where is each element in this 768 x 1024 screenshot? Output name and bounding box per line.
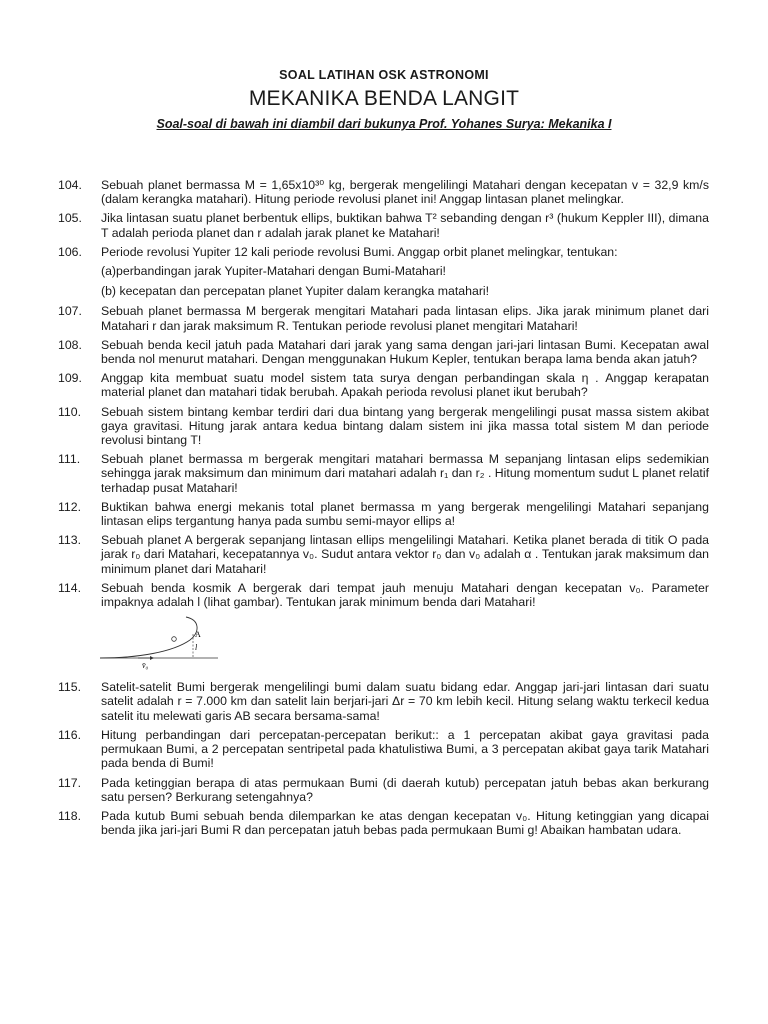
problem-text: Hitung perbandingan dari percepatan-percepatan berikut:: a 1 percepatan akibat gaya gravitasi pada permukaan Bumi, a 2 percepatan sentripetal pada khatulistiwa Bumi, a 3 percepatan akibat gaya tarik Matahari pada benda di Bumi! — [101, 727, 709, 771]
problem-number: 118. — [58, 808, 82, 823]
problem-118 — [58, 809, 709, 837]
problem-number: 110. — [58, 404, 82, 419]
problem-text: Periode revolusi Yupiter 12 kali periode revolusi Bumi. Anggap orbit planet melingkar, tentukan: — [101, 244, 618, 259]
problem-text: Sebuah planet bermassa M = 1,65x10³⁰ kg, bergerak mengelilingi Matahari dengan kecepatan v = 32,9 km/s (dalam kerangka matahari). Hitung periode revolusi planet ini! Anggap lintasan planet melingkar. — [101, 178, 709, 207]
problem-text: Sebuah benda kecil jatuh pada Matahari dari jarak yang sama dengan jari-jari lintasan Bumi. Kecepatan awal benda nol menurut matahari. Dengan menggunakan Hukum Kepler, tentukan berapa lama benda akan jatuh? — [101, 337, 709, 367]
label-a: A — [195, 630, 201, 640]
sun-icon — [172, 637, 177, 642]
problem-text: Sebuah sistem bintang kembar terdiri dari dua bintang yang bergerak mengelilingi pusat massa sistem akibat gaya gravitasi. Hitung jarak antara kedua bintang dalam sistem ini jika massa total sistem M dan periode revolusi bintang T! — [101, 404, 709, 448]
problem-text: Anggap kita membuat suatu model sistem tata surya dengan perbandingan skala η . Anggap kerapatan material planet dan matahari tidak berubah. Apakah perioda revolusi planet ikut berubah? — [101, 371, 709, 400]
problem-113 — [58, 533, 709, 576]
problem-text: Sebuah planet bermassa m bergerak mengitari matahari bermassa M sepanjang lintasan elips sedemikian sehingga jarak maksimum dan minimum dari matahari adalah r₁ dan r₂ . Hitung momentum sudut L planet relatif terhadap pusat Matahari! — [101, 452, 709, 495]
problem-number: 107. — [58, 304, 82, 319]
problem-text: Buktikan bahwa energi mekanis total planet bermassa m yang bergerak mengelilingi Matahari sepanjang lintasan elips tergantung hanya pada sumbu semi-mayor ellips a! — [101, 499, 709, 529]
problem-106-part-a: (a)perbandingan jarak Yupiter-Matahari dengan Bumi-Matahari! — [101, 264, 446, 279]
problem-114 — [58, 581, 709, 609]
problem-text: Sebuah benda kosmik A bergerak dari tempat jauh menuju Matahari dengan kecepatan v₀. Parameter impaknya adalah l (lihat gambar). Tentukan jarak minimum benda dari Matahari! — [101, 580, 709, 610]
problem-text: Satelit-satelit Bumi bergerak mengelilingi bumi dalam suatu bidang edar. Anggap jari-jari lintasan dari suatu satelit adalah r = 7.000 km dan satelit lain berjari-jari Δr = 70 km lebih kecil. Hitung selang waktu terkecil kedua satelit itu melewati garis AB secara bersama-sama! — [101, 680, 709, 723]
problem-list — [58, 178, 709, 842]
problem-115 — [58, 680, 709, 723]
problem-number: 117. — [58, 775, 82, 790]
problem-104 — [58, 178, 709, 206]
problem-number: 112. — [58, 499, 82, 514]
document-title: MEKANIKA BENDA LANGIT — [248, 87, 520, 110]
problem-116 — [58, 728, 709, 771]
problem-text: Pada ketinggian berapa di atas permukaan Bumi (di daerah kutub) percepatan jatuh bebas akan berkurang satu persen? Berkurang setengahnya? — [101, 775, 709, 804]
problem-number: 106. — [58, 244, 82, 259]
problem-106-part-b: (b) kecepatan dan percepatan planet Yupiter dalam kerangka matahari! — [101, 284, 490, 299]
label-l: l — [195, 643, 198, 653]
problem-number: 116. — [58, 727, 82, 742]
problem-number: 105. — [58, 211, 82, 226]
problem-text: Sebuah planet bermassa M bergerak mengitari Matahari pada lintasan elips. Jika jarak minimum planet dari Matahari r dan jarak maksimum R. Tentukan periode revolusi planet mengitari Matahari! — [101, 304, 709, 333]
trajectory-diagram — [98, 614, 248, 670]
problem-108 — [58, 338, 709, 366]
trajectory-curve — [100, 617, 197, 658]
label-v0: v̄₀ — [142, 661, 149, 671]
arrowhead-icon — [150, 656, 154, 660]
problem-number: 113. — [58, 533, 82, 548]
problem-105 — [58, 211, 709, 239]
problem-number: 115. — [58, 680, 82, 695]
problem-number: 111. — [58, 452, 81, 467]
problem-number: 114. — [58, 580, 82, 595]
document-kicker: SOAL LATIHAN OSK ASTRONOMI — [279, 68, 489, 82]
problem-text: Sebuah planet A bergerak sepanjang lintasan ellips mengelilingi Matahari. Ketika planet berada di titik O pada jarak r₀ dari Matahari, kecepatannya v₀. Sudut antara vektor r₀ dan v₀ adalah α . Tentukan jarak maksimum dan minimum planet dari Matahari! — [101, 533, 709, 576]
problem-111 — [58, 452, 709, 495]
problem-number: 104. — [58, 178, 82, 192]
impact-parameter-figure — [58, 614, 709, 670]
problem-110 — [58, 405, 709, 448]
problem-107 — [58, 304, 709, 332]
problem-number: 108. — [58, 337, 82, 352]
problem-number: 109. — [58, 371, 82, 386]
problem-109 — [58, 371, 709, 399]
document-source-note: Soal-soal di bawah ini diambil dari bukunya Prof. Yohanes Surya: Mekanika I — [156, 117, 612, 131]
problem-106 — [58, 245, 709, 259]
problem-112 — [58, 500, 709, 528]
problem-text: Jika lintasan suatu planet berbentuk ellips, buktikan bahwa T² sebanding dengan r³ (hukum Keppler III), dimana T adalah perioda planet dan r adalah jarak planet ke Matahari! — [101, 211, 709, 240]
problem-text: Pada kutub Bumi sebuah benda dilemparkan ke atas dengan kecepatan v₀. Hitung ketinggian yang dicapai benda jika jari-jari Bumi R dan percepatan jatuh bebas pada permukaan Bumi g! Abaikan hambatan udara. — [101, 808, 709, 838]
problem-117 — [58, 776, 709, 804]
